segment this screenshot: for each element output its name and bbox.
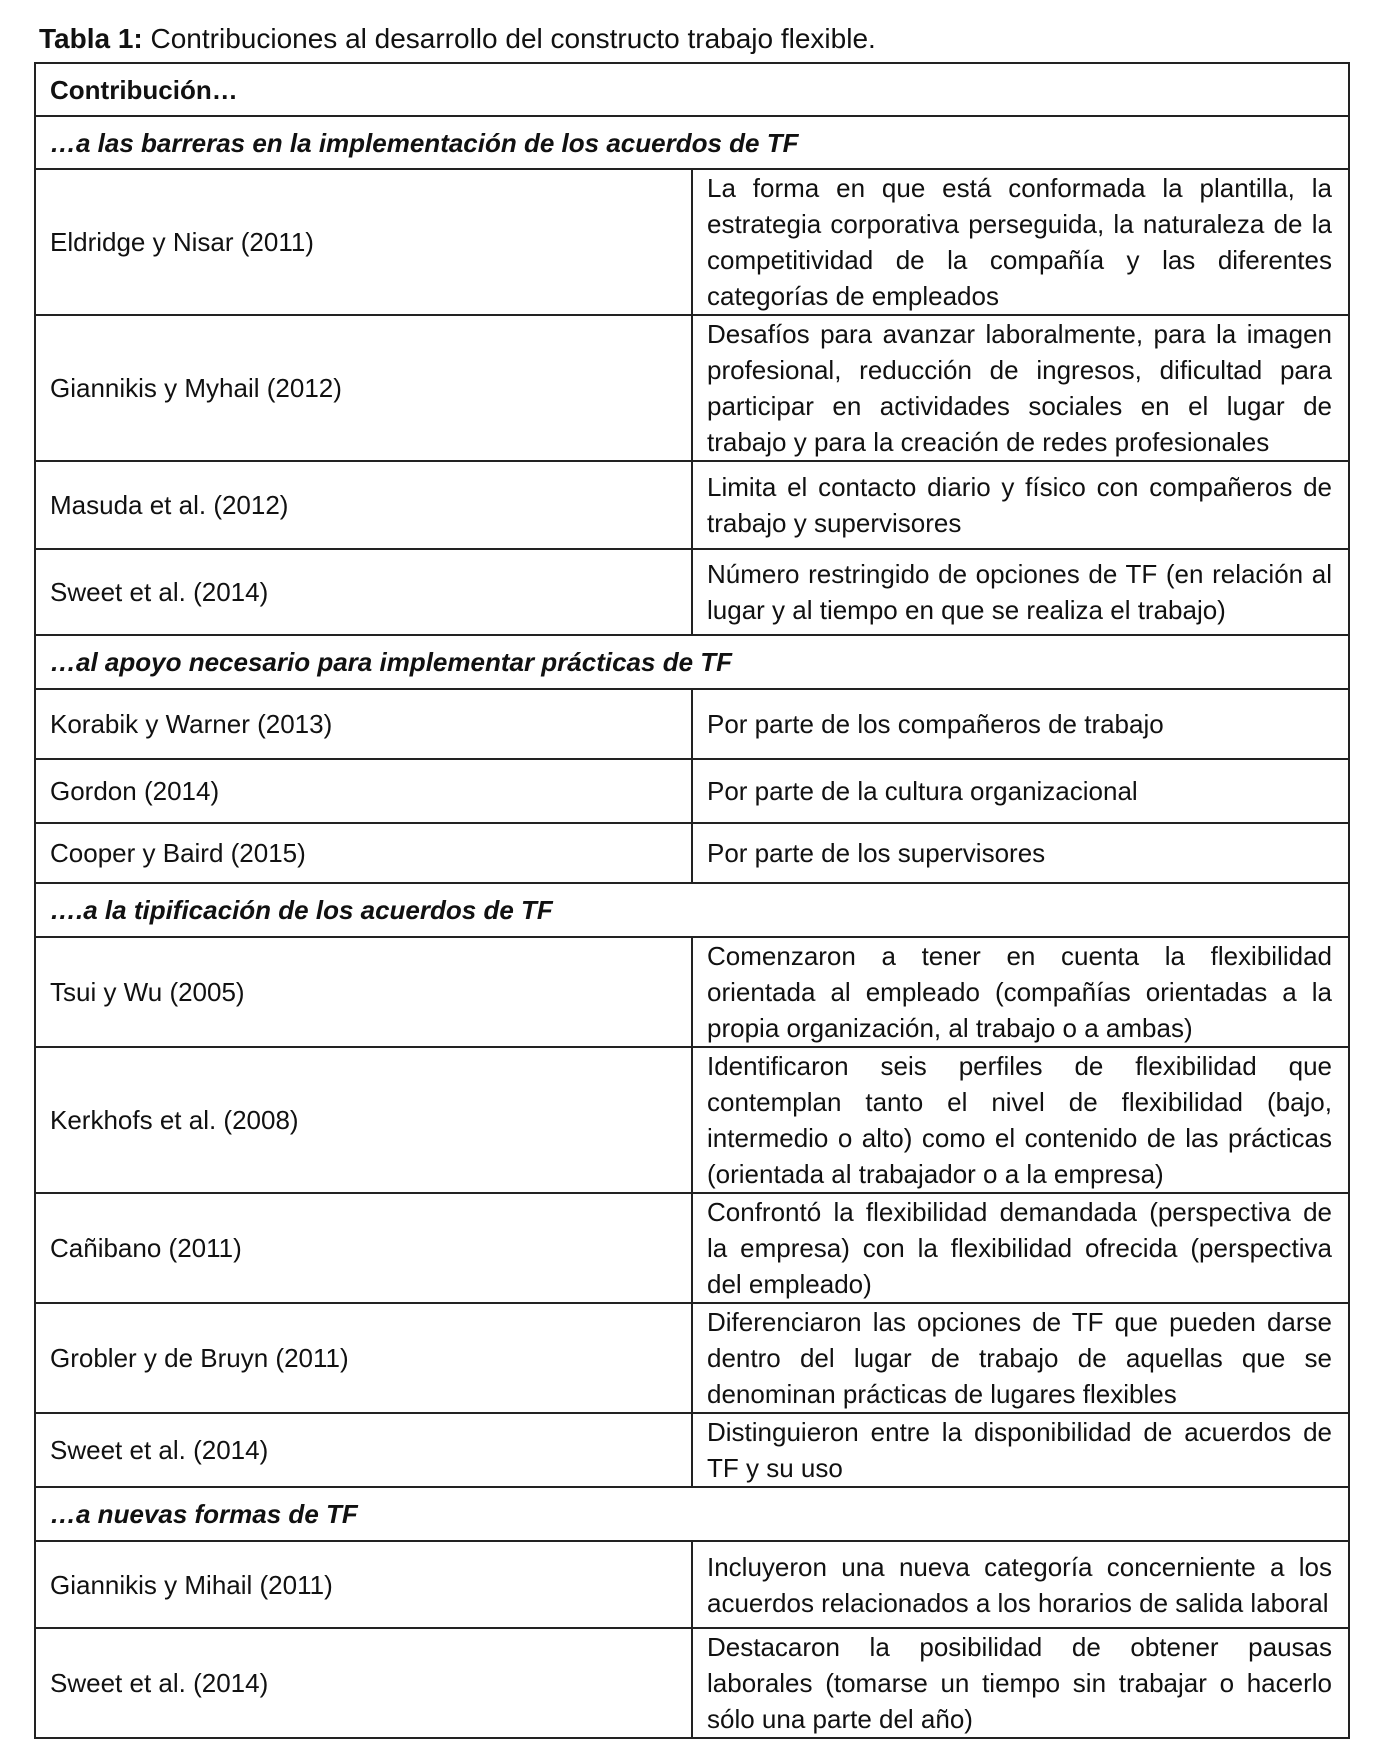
contribution-cell: Diferenciaron las opciones de TF que pueden darse dentro del lugar de trabajo de aquellas que se denominan prácticas de lugares flexibles (692, 1303, 1349, 1413)
contribution-cell: La forma en que está conformada la plantilla, la estrategia corporativa perseguida, la naturaleza de la competitividad de la compañía y las diferentes categorías de empleados (692, 169, 1349, 315)
table-row (35, 461, 1349, 549)
contribution-cell: Número restringido de opciones de TF (en relación al lugar y al tiempo en que se realiza el trabajo) (692, 549, 1349, 635)
author-cell: Sweet et al. (2014) (35, 1628, 692, 1738)
section-title: …a las barreras en la implementación de los acuerdos de TF (35, 116, 1349, 169)
author-cell: Cañibano (2011) (35, 1193, 692, 1303)
table-caption-text: Contribuciones al desarrollo del constructo trabajo flexible. (142, 23, 876, 54)
section-row (35, 1487, 1349, 1541)
table-row (35, 1628, 1349, 1738)
table-row (35, 169, 1349, 315)
table-row (35, 689, 1349, 759)
table-header: Contribución… (35, 63, 1349, 116)
contribution-cell: Desafíos para avanzar laboralmente, para la imagen profesional, reducción de ingresos, dificultad para participar en actividades sociales en el lugar de trabajo y para la creación de redes profesionales (692, 315, 1349, 461)
author-cell: Masuda et al. (2012) (35, 461, 692, 549)
table-row (35, 1193, 1349, 1303)
table-row (35, 823, 1349, 883)
table-caption-label: Tabla 1: (39, 23, 143, 54)
table-header-row (35, 63, 1349, 116)
table-row (35, 315, 1349, 461)
author-cell: Korabik y Warner (2013) (35, 689, 692, 759)
section-title: …al apoyo necesario para implementar prácticas de TF (35, 635, 1349, 689)
contribution-cell: Confrontó la flexibilidad demandada (perspectiva de la empresa) con la flexibilidad ofrecida (perspectiva del empleado) (692, 1193, 1349, 1303)
table-row (35, 1413, 1349, 1487)
contribution-cell: Distinguieron entre la disponibilidad de acuerdos de TF y su uso (692, 1413, 1349, 1487)
author-cell: Sweet et al. (2014) (35, 549, 692, 635)
table-row (35, 759, 1349, 823)
contribution-cell: Por parte de la cultura organizacional (692, 759, 1349, 823)
author-cell: Giannikis y Myhail (2012) (35, 315, 692, 461)
section-title: …a nuevas formas de TF (35, 1487, 1349, 1541)
section-row (35, 883, 1349, 937)
contribution-cell: Limita el contacto diario y físico con compañeros de trabajo y supervisores (692, 461, 1349, 549)
section-title: ….a la tipificación de los acuerdos de TF (35, 883, 1349, 937)
table-row (35, 1047, 1349, 1193)
contribution-cell: Comenzaron a tener en cuenta la flexibilidad orientada al empleado (compañías orientadas a la propia organización, al trabajo o a ambas) (692, 937, 1349, 1047)
author-cell: Gordon (2014) (35, 759, 692, 823)
author-cell: Kerkhofs et al. (2008) (35, 1047, 692, 1193)
contribution-cell: Por parte de los compañeros de trabajo (692, 689, 1349, 759)
table-row (35, 937, 1349, 1047)
contribution-cell: Destacaron la posibilidad de obtener pausas laborales (tomarse un tiempo sin trabajar o hacerlo sólo una parte del año) (692, 1628, 1349, 1738)
table-row (35, 549, 1349, 635)
contribution-cell: Identificaron seis perfiles de flexibilidad que contemplan tanto el nivel de flexibilidad (bajo, intermedio o alto) como el contenido de las prácticas (orientada al trabajador o a la empresa) (692, 1047, 1349, 1193)
contributions-table (34, 62, 1350, 1739)
table-caption (39, 22, 876, 56)
author-cell: Tsui y Wu (2005) (35, 937, 692, 1047)
contribution-cell: Por parte de los supervisores (692, 823, 1349, 883)
author-cell: Cooper y Baird (2015) (35, 823, 692, 883)
author-cell: Grobler y de Bruyn (2011) (35, 1303, 692, 1413)
section-row (35, 635, 1349, 689)
table-row (35, 1541, 1349, 1628)
author-cell: Sweet et al. (2014) (35, 1413, 692, 1487)
author-cell: Giannikis y Mihail (2011) (35, 1541, 692, 1628)
section-row (35, 116, 1349, 169)
author-cell: Eldridge y Nisar (2011) (35, 169, 692, 315)
table-row (35, 1303, 1349, 1413)
contribution-cell: Incluyeron una nueva categoría concerniente a los acuerdos relacionados a los horarios de salida laboral (692, 1541, 1349, 1628)
